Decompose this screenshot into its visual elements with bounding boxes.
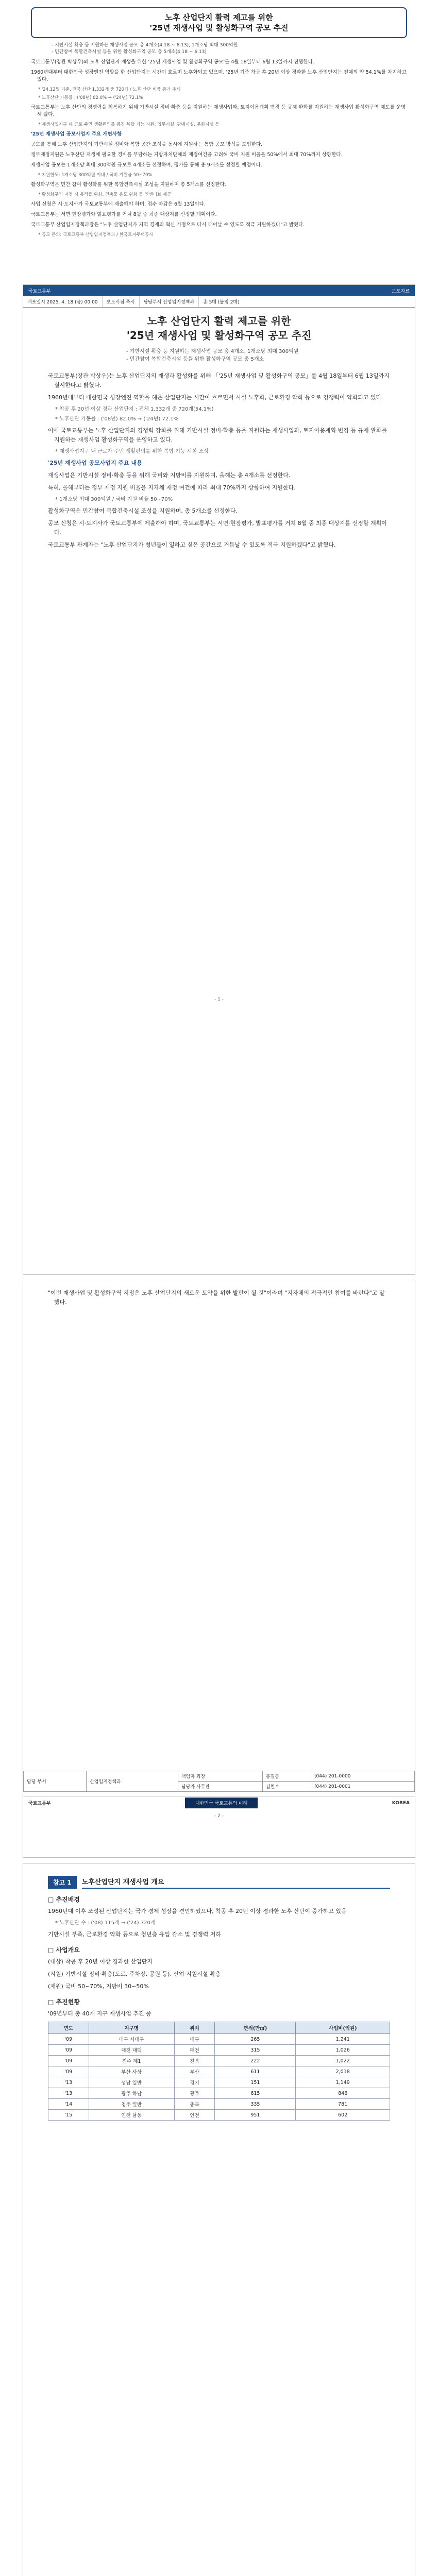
summary-n4: * 지원한도: 1개소당 300억원 이내 / 국비 지원율 50~70%: [38, 173, 153, 178]
ref1-title: 노후산업단지 재생사업 개요: [82, 1876, 390, 1889]
contact-role: 담당자 사무관: [178, 1782, 262, 1792]
table-cell: 602: [296, 2110, 390, 2121]
table-cell: '09: [48, 2045, 89, 2056]
summary-p7: 활성화구역은 민간 참여 활성화를 위한 복합건축시설 조성을 지원하며 총 5개소를 선정한다.: [31, 182, 226, 188]
table-cell: 경기: [174, 2077, 215, 2088]
meta-item: 보도시점 즉시: [103, 296, 140, 307]
press-p1: 국토교통부(장관 박상우)는 노후 산업단지의 재생과 활성화를 위해 「'25년 재생사업 및 활성화구역 공모」를 4월 18일부터 6월 13일까지 실시한다고 밝혔다.: [48, 372, 390, 388]
table-row: [48, 2088, 390, 2099]
table-cell: 315: [215, 2045, 296, 2056]
press-p9: "이번 재생사업 및 활성화구역 지정은 노후 산업단지의 새로운 도약을 위한 발판이 될 것"이라며 "지자체의 적극적인 참여를 바란다"고 말했다.: [48, 1290, 385, 1306]
summary-title-line1: 노후 산업단지 활력 제고를 위한: [165, 13, 273, 22]
table-cell: '14: [48, 2099, 89, 2110]
footer-banner: [23, 1796, 415, 1809]
table-cell: 인천 남동: [89, 2110, 174, 2121]
table-header-cell: 연도: [48, 2022, 89, 2034]
summary-p10: 국토교통부 산업입지정책과장은 "노후 산업단지가 지역 경제의 혁신 거점으로 다시 태어날 수 있도록 적극 지원하겠다"고 밝혔다.: [31, 222, 305, 228]
press-title-line2: '25년 재생사업 및 활성화구역 공모 추진: [126, 329, 312, 342]
press-n1: * 착공 후 20년 이상 경과 산업단지 : 전체 1,332개 중 720개(54.1%): [55, 406, 214, 412]
contact-phone: (044) 201-0000: [311, 1771, 415, 1782]
summary-p9: 국토교통부는 서면·현장평가와 발표평가를 거쳐 8월 중 최종 대상지를 선정할 계획이다.: [31, 212, 217, 217]
summary-section: [0, 0, 438, 238]
press-n3: * 재생사업지구 내 근로자 주민 생활편의를 위한 복합 기능 시설 조성: [55, 449, 209, 454]
table-row: [48, 2045, 390, 2056]
meta-item: 담당부서 산업입지정책과: [140, 296, 199, 307]
table-row: [48, 2034, 390, 2045]
table-cell: 부산 사상: [89, 2066, 174, 2077]
table-cell: 1,241: [296, 2034, 390, 2045]
table-cell: '15: [48, 2110, 89, 2121]
summary-p1: 국토교통부(장관 박상우)와 노후 산업단지 재생을 위한 '25년 재생사업 및 활성화구역 공모'를 4월 18일부터 6월 13일까지 진행한다.: [31, 59, 314, 65]
contact-name: 홍길동: [262, 1771, 311, 1782]
table-header-cell: 위치: [174, 2022, 215, 2034]
press-title-line1: 노후 산업단지 활력 제고를 위한: [147, 315, 291, 327]
press-subtitle: [126, 348, 415, 363]
press-meta-row: [23, 296, 415, 308]
ref1-h2: □ 사업개요: [48, 1946, 80, 1954]
ref1-p5: (재원) 국비 50~70%, 지방비 30~50%: [48, 1983, 149, 1990]
table-cell: 성남 일반: [89, 2077, 174, 2088]
table-cell: 611: [215, 2066, 296, 2077]
table-cell: 인천: [174, 2110, 215, 2121]
press-p3: 이에 국토교통부는 노후 산업단지의 경쟁력 강화를 위해 기반시설 정비·확충 등을 지원하는 재생사업과, 토지이용계획 변경 등 규제 완화를 지원하는 재생사업 활성화구역을 운영하고 있다.: [48, 427, 387, 443]
press-n2: * 노후산단 가동률 : ('08년) 82.0% → ('24년) 72.1%: [55, 416, 179, 422]
ref1-body: [23, 1863, 415, 2131]
table-row: [48, 2077, 390, 2088]
table-cell: 151: [215, 2077, 296, 2088]
summary-p8: 사업 신청은 시·도지사가 국토교통부에 제출해야 하며, 접수 마감은 6월 13일이다.: [31, 201, 206, 207]
summary-p3: 국토교통부는 노후 산단의 경쟁력을 회복하기 위해 기반시설 정비·확충 등을 지원하는 재생사업과, 토지이용계획 변경 등 규제 완화를 지원하는 재생사업 활성화구역 제도를 운영해 왔다.: [31, 105, 406, 117]
ref1-h1: □ 추진배경: [48, 1896, 80, 1903]
table-header-cell: 지구명: [89, 2022, 174, 2034]
table-row: [48, 2056, 390, 2066]
summary-p6: 재생사업 공모는 1개소당 최대 300억원 규모로 4개소를 선정하며, 평가를 통해 총 9개소를 선정할 예정이다.: [31, 162, 262, 168]
ref1-table-body: [48, 2034, 390, 2121]
table-cell: '09: [48, 2034, 89, 2045]
table-cell: 광주 하남: [89, 2088, 174, 2099]
table-cell: 846: [296, 2088, 390, 2099]
ref1-p6: '09년부터 총 40개 지구 재생사업 추진 중: [48, 2010, 151, 2017]
table-cell: '13: [48, 2077, 89, 2088]
table-header-cell: 면적(만㎡): [215, 2022, 296, 2034]
press-release-page-1: [23, 284, 415, 1275]
press-p4: 재생사업은 기반시설 정비·확충 등을 위해 국비와 지방비를 지원하며, 올해는 총 4개소를 선정한다.: [48, 472, 291, 479]
press-p7: 공모 신청은 시·도지사가 국토교통부에 제출해야 하며, 국토교통부는 서면·현장평가, 발표평가를 거쳐 8월 중 최종 대상지를 선정할 계획이다.: [48, 520, 387, 536]
contact-role: 책임자 과장: [178, 1771, 262, 1782]
ref1-p1: 1960년대 이후 조성된 산업단지는 국가 경제 성장을 견인하였으나, 착공 후 20년 이상 경과한 노후 산단이 증가하고 있음: [48, 1908, 347, 1914]
table-cell: 2,018: [296, 2066, 390, 2077]
press-title: [23, 308, 415, 345]
table-cell: 전주 제1: [89, 2056, 174, 2066]
summary-title-line2: '25년 재생사업 및 활성화구역 공모 추진: [149, 23, 289, 32]
table-cell: 광주: [174, 2088, 215, 2099]
press-p8: 국토교통부 관계자는 "노후 산업단지가 청년들이 일하고 싶은 공간으로 거듭날 수 있도록 적극 지원하겠다"고 밝혔다.: [48, 541, 336, 548]
press-body: [23, 363, 415, 560]
table-cell: 265: [215, 2034, 296, 2045]
ref1-table-header: [48, 2022, 390, 2034]
ref1-p3: (대상) 착공 후 20년 이상 경과한 산업단지: [48, 1958, 153, 1965]
ref1-p2: 기반시설 부족, 근로환경 악화 등으로 청년층 유입 감소 및 경쟁력 저하: [48, 1931, 221, 1938]
ref1-header: [48, 1876, 390, 1889]
summary-sub1: - 지반시설 확충 등 지원하는 재생사업 공모 총 4개소(4.18 ~ 6.13), 1개소당 최대 300억원: [52, 43, 238, 48]
table-cell: 222: [215, 2056, 296, 2066]
table-cell: 951: [215, 2110, 296, 2121]
table-cell: 781: [296, 2099, 390, 2110]
ministry-name: 국토교통부: [28, 289, 51, 294]
table-row: [48, 2066, 390, 2077]
press-release-page-2: [23, 1280, 415, 1858]
press-p5: 특히, 올해부터는 정부 재정 지원 비율을 지자체 재정 여건에 따라 최대 70%까지 상향하여 지원한다.: [48, 484, 296, 491]
press-n4: * 1개소당 최대 300억원 / 국비 지원 비율 50~70%: [55, 497, 173, 502]
press-sub2: - 민간참여 복합건축시설 등을 위한 활성화구역 공모 총 5개소: [126, 357, 264, 362]
contact-phone: (044) 201-0001: [311, 1782, 415, 1792]
press-release-label: 보도자료: [392, 289, 410, 294]
reference-1-page: [23, 1863, 415, 2576]
meta-item: 총 5매 (붙임 2매): [199, 296, 244, 307]
contact-table: [23, 1771, 415, 1792]
ref1-p4: (지원) 기반시설 정비·확충(도로, 주차장, 공원 등), 산업·지원시설 확충: [48, 1971, 221, 1977]
table-cell: 청주 일반: [89, 2099, 174, 2110]
summary-n3: * 재생사업지구 내 근로·주민 생활편의를 증진 복합 기능 지원: 업무시설, 판매시설, 문화시설 등: [38, 122, 220, 127]
contact-dept: 산업입지정책과: [87, 1771, 178, 1792]
ref1-h3: □ 추진현황: [48, 1998, 80, 2006]
ministry-logo: 국토교통부: [28, 1801, 51, 1806]
contact-label: 담당 부서: [24, 1771, 87, 1792]
press-box-heading: '25년 재생사업 공모사업지 주요 내용: [48, 460, 142, 466]
summary-p5: 정부재정지원은 노후산단 재생에 필요한 경비를 부담하는 지방자치단체의 재정여건을 고려해 국비 지원 비율을 50%에서 최대 70%까지 상향한다.: [31, 152, 343, 158]
page-number: - 1 -: [214, 997, 224, 1002]
table-cell: 1,022: [296, 2056, 390, 2066]
table-cell: 부산: [174, 2066, 215, 2077]
summary-n5: * 활성화구역 지정 시 용적률 완화, 건축물 용도 완화 등 인센티브 제공: [38, 192, 172, 197]
ref1-n1: * 노후산단 수 : ('08) 115개 → ('24) 720개: [55, 1920, 156, 1926]
table-header-cell: 사업비(억원): [296, 2022, 390, 2034]
table-cell: 1,026: [296, 2045, 390, 2056]
ref1-table: [48, 2022, 390, 2121]
table-cell: 대구 서대구: [89, 2034, 174, 2045]
meta-item: 배포일시 2025. 4. 18.(금) 00:00: [23, 296, 103, 307]
ref1-tag: 참고 1: [48, 1876, 77, 1889]
press-p2: 1960년대부터 대한민국 성장엔진 역할을 해온 산업단지는 시간이 흐르면서 시설 노후화, 근로환경 악화 등으로 경쟁력이 약화되고 있다.: [48, 394, 383, 401]
press-p6: 활성화구역은 민간참여 복합건축시설 조성을 지원하며, 총 5개소를 선정한다.: [48, 507, 238, 514]
slogan-banner: 대한민국 국토교통의 미래: [185, 1798, 258, 1808]
table-cell: 615: [215, 2088, 296, 2099]
table-cell: 대구: [174, 2034, 215, 2045]
table-cell: '09: [48, 2066, 89, 2077]
summary-subtitle: [52, 42, 407, 56]
table-cell: 전북: [174, 2056, 215, 2066]
page-number: - 2 -: [214, 1814, 224, 1819]
press-sub1: - 기반시설 확충 등 지원하는 재생사업 공모 총 4개소, 1개소당 최대 300억원: [126, 349, 299, 354]
summary-box-heading: '25년 재생사업 공모사업지 주요 개편사항: [31, 131, 122, 137]
table-row: [48, 2099, 390, 2110]
press-header-bar: [23, 285, 415, 296]
summary-p4: 공모를 통해 노후 산업단지의 기반시설 정비와 복합 공간 조성을 동시에 지원하는 통합 공모 방식을 도입한다.: [31, 142, 263, 147]
summary-p2: 1960년대부터 대한민국 성장엔진 역할을 한 산업단지는 시간이 흐르며 노후화되고 있으며, '25년 기준 착공 후 20년 이상 경과한 노후 산업단지는 전체의 약 54.1%를 차지하고 있다.: [31, 70, 407, 82]
korea-logo: KOREA: [392, 1800, 410, 1806]
summary-title-box: [31, 7, 407, 38]
summary-n2: * 노후산단 가동률 : ('08년) 82.0% → ('24년) 72.1%: [38, 95, 143, 100]
summary-n6: * 공모 문의: 국토교통부 산업입지정책과 / 한국토지주택공사: [38, 232, 154, 238]
table-cell: '13: [48, 2088, 89, 2099]
table-row: [48, 2110, 390, 2121]
contact-name: 김철수: [262, 1782, 311, 1792]
table-cell: '09: [48, 2056, 89, 2066]
table-cell: 대전 대덕: [89, 2045, 174, 2056]
table-cell: 335: [215, 2099, 296, 2110]
table-cell: 대전: [174, 2045, 215, 2056]
table-cell: 충북: [174, 2099, 215, 2110]
press-body-2: [23, 1280, 415, 1317]
summary-n1: * '24.12월 기준, 전국 산단 1,332개 중 720개 / 노후 산단 비중 증가 추세: [38, 87, 181, 92]
summary-sub2: - 민간참여 복합건축시설 등을 위한 활성화구역 공모 총 5개소(4.18 ~ 6.13): [52, 49, 207, 55]
table-cell: 1,149: [296, 2077, 390, 2088]
